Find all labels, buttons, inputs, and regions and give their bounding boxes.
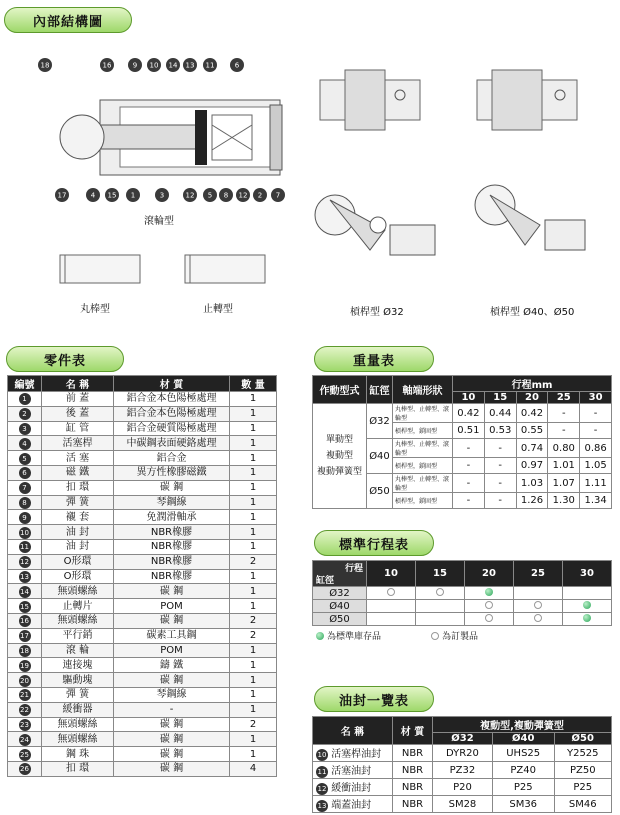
- part-number: 1: [8, 392, 42, 407]
- stroke-legend: [316, 629, 478, 642]
- seal-material: NBR: [393, 762, 433, 779]
- weight-stroke-col: 15: [484, 392, 516, 404]
- part-name: 彈 簧: [42, 687, 114, 702]
- weight-value: 0.42: [453, 404, 485, 423]
- part-name: 磁 鐵: [42, 465, 114, 480]
- weight-value: -: [453, 474, 485, 493]
- parts-row: [8, 392, 277, 407]
- weight-value: 1.30: [548, 493, 580, 509]
- seal-name: 12 緩衝油封: [313, 779, 393, 796]
- part-qty: 1: [230, 584, 277, 599]
- part-qty: 2: [230, 554, 277, 569]
- stroke-cell: [416, 600, 465, 613]
- callout-number: 10: [149, 61, 159, 70]
- stroke-cell: [465, 613, 514, 626]
- parts-row: [8, 687, 277, 702]
- seal-material: NBR: [393, 745, 433, 762]
- part-name: 無頭螺絲: [42, 732, 114, 747]
- parts-row: [8, 495, 277, 510]
- part-material: 碳 鋼: [114, 747, 230, 762]
- weight-bore: Ø50: [367, 474, 393, 509]
- part-qty: 1: [230, 421, 277, 436]
- weight-value: 0.97: [516, 458, 548, 474]
- custom-dot-icon: [485, 614, 493, 622]
- part-material: 鑄 鐵: [114, 658, 230, 673]
- part-qty: 1: [230, 525, 277, 540]
- title-weight: 重量表: [314, 346, 434, 372]
- stroke-cell: [465, 600, 514, 613]
- callout-number: 12: [185, 191, 195, 200]
- legend-custom: 為訂製品: [442, 632, 479, 642]
- stroke-row: [313, 600, 612, 613]
- part-number: 23: [8, 717, 42, 732]
- part-material: NBR橡膠: [114, 539, 230, 554]
- stroke-cell: [563, 613, 612, 626]
- seal-value: PZ40: [492, 762, 554, 779]
- part-qty: 2: [230, 628, 277, 643]
- weight-value: 0.86: [580, 439, 612, 458]
- stock-dot-icon: [583, 614, 591, 622]
- part-material: 琴鋼線: [114, 495, 230, 510]
- stop-rod-diagram: [180, 250, 270, 290]
- part-material: 碳 鋼: [114, 584, 230, 599]
- parts-row: [8, 465, 277, 480]
- weight-value: 1.01: [548, 458, 580, 474]
- part-name: 無頭螺絲: [42, 613, 114, 628]
- part-name: 後 蓋: [42, 406, 114, 421]
- part-number: 21: [8, 687, 42, 702]
- callout-number: 4: [90, 191, 96, 200]
- custom-dot-icon: [485, 601, 493, 609]
- part-name: O形環: [42, 554, 114, 569]
- stroke-cell: [367, 600, 416, 613]
- parts-row: [8, 584, 277, 599]
- part-material: POM: [114, 599, 230, 614]
- callout-number: 1: [130, 191, 136, 200]
- title-stroke: 標準行程表: [314, 530, 434, 556]
- part-name: 無頭螺絲: [42, 584, 114, 599]
- part-material: 鋁合金本色陽極處理: [114, 406, 230, 421]
- stroke-cell: [416, 613, 465, 626]
- seal-value: P20: [433, 779, 493, 796]
- stroke-cell: [416, 587, 465, 600]
- part-number: 14: [8, 584, 42, 599]
- part-number: 6: [8, 465, 42, 480]
- lever32-side-diagram: [310, 170, 440, 280]
- seal-value: Y2525: [554, 745, 611, 762]
- seal-value: PZ50: [554, 762, 611, 779]
- callout-number: 13: [185, 61, 195, 70]
- weight-table: [312, 375, 612, 509]
- weight-value: 1.26: [516, 493, 548, 509]
- stroke-row: [313, 613, 612, 626]
- stroke-bore: Ø32: [313, 587, 367, 600]
- weight-value: 0.44: [484, 404, 516, 423]
- seal-row: [313, 762, 612, 779]
- seal-material: NBR: [393, 779, 433, 796]
- weight-value: -: [548, 423, 580, 439]
- stroke-table: [312, 560, 612, 626]
- stock-dot-icon: [316, 632, 324, 640]
- stroke-cell: [367, 587, 416, 600]
- parts-row: [8, 569, 277, 584]
- part-material: NBR橡膠: [114, 554, 230, 569]
- part-name: 止轉片: [42, 599, 114, 614]
- weight-bore: Ø32: [367, 404, 393, 439]
- seal-value: P25: [554, 779, 611, 796]
- part-name: O形環: [42, 569, 114, 584]
- weight-value: -: [580, 404, 612, 423]
- weight-value: 1.07: [548, 474, 580, 493]
- part-name: 油 封: [42, 525, 114, 540]
- weight-value: -: [484, 458, 516, 474]
- weight-shaft: 槓桿型，鎖固型: [393, 458, 453, 474]
- weight-type-header: 作動型式: [313, 376, 367, 404]
- parts-row: [8, 613, 277, 628]
- part-qty: 1: [230, 643, 277, 658]
- part-material: 鋁合金本色陽極處理: [114, 392, 230, 407]
- weight-value: 1.11: [580, 474, 612, 493]
- parts-row: [8, 599, 277, 614]
- part-material: 免潤滑軸承: [114, 510, 230, 525]
- part-number: 13: [8, 569, 42, 584]
- caption-lever32: 槓桿型 Ø32: [350, 307, 404, 318]
- part-number: 25: [8, 747, 42, 762]
- parts-row: [8, 406, 277, 421]
- callout-number: 11: [205, 61, 215, 70]
- parts-row: [8, 421, 277, 436]
- part-material: -: [114, 702, 230, 717]
- seal-row: [313, 796, 612, 813]
- parts-header: 數 量: [230, 376, 277, 392]
- part-material: 琴鋼線: [114, 687, 230, 702]
- part-number: 8: [8, 495, 42, 510]
- caption-lever4050: 槓桿型 Ø40、Ø50: [490, 307, 575, 318]
- seal-name: 11 活塞油封: [313, 762, 393, 779]
- weight-value: -: [484, 474, 516, 493]
- callout-number: 9: [132, 61, 138, 70]
- seal-type-header: 複動型,複動彈簧型: [433, 717, 612, 733]
- part-name: 彈 簧: [42, 495, 114, 510]
- part-material: 碳 鋼: [114, 761, 230, 776]
- part-qty: 1: [230, 406, 277, 421]
- part-material: NBR橡膠: [114, 569, 230, 584]
- part-qty: 1: [230, 465, 277, 480]
- weight-shaft-header: 軸端形狀: [393, 376, 453, 404]
- custom-dot-icon: [436, 588, 444, 596]
- callout-number: 5: [207, 191, 213, 200]
- weight-value: 1.05: [580, 458, 612, 474]
- seal-value: UHS25: [492, 745, 554, 762]
- part-material: POM: [114, 643, 230, 658]
- part-number: 2: [8, 406, 42, 421]
- parts-header: 編號: [8, 376, 42, 392]
- weight-value: -: [484, 439, 516, 458]
- part-qty: 1: [230, 569, 277, 584]
- weight-shaft: 丸棒型、止轉型、滾輪型: [393, 404, 453, 423]
- seal-row: [313, 779, 612, 796]
- title-seal: 油封一覽表: [314, 686, 434, 712]
- seal-value: PZ32: [433, 762, 493, 779]
- seal-value: SM28: [433, 796, 493, 813]
- part-number: 3: [8, 421, 42, 436]
- part-name: 缸 管: [42, 421, 114, 436]
- seal-value: SM46: [554, 796, 611, 813]
- part-qty: 4: [230, 761, 277, 776]
- part-name: 滾 輪: [42, 643, 114, 658]
- custom-dot-icon: [431, 632, 439, 640]
- part-name: 油 封: [42, 539, 114, 554]
- weight-stroke-header: 行程mm: [453, 376, 612, 392]
- parts-row: [8, 761, 277, 776]
- part-number: 18: [8, 643, 42, 658]
- parts-header: 材 質: [114, 376, 230, 392]
- part-name: 襯 套: [42, 510, 114, 525]
- weight-shaft: 槓桿型，鎖固型: [393, 423, 453, 439]
- callout-number: 15: [107, 191, 117, 200]
- part-name: 前 蓋: [42, 392, 114, 407]
- part-name: 無頭螺絲: [42, 717, 114, 732]
- legend-stock: 為標準庫存品: [327, 632, 382, 642]
- weight-value: -: [484, 493, 516, 509]
- seal-value: SM36: [492, 796, 554, 813]
- weight-shaft: 丸棒型、止轉型、滾輪型: [393, 474, 453, 493]
- parts-row: [8, 732, 277, 747]
- part-qty: 2: [230, 717, 277, 732]
- part-name: 鋼 珠: [42, 747, 114, 762]
- part-qty: 1: [230, 702, 277, 717]
- callout-number: 16: [102, 61, 112, 70]
- stroke-col: 10: [367, 561, 416, 587]
- part-material: NBR橡膠: [114, 525, 230, 540]
- callout-number: 14: [168, 61, 178, 70]
- stroke-cell: [514, 600, 563, 613]
- part-material: 異方性橡膠磁鐵: [114, 465, 230, 480]
- weight-value: 0.80: [548, 439, 580, 458]
- weight-value: 0.53: [484, 423, 516, 439]
- weight-value: -: [548, 404, 580, 423]
- part-name: 扣 環: [42, 761, 114, 776]
- weight-bore: Ø40: [367, 439, 393, 474]
- weight-value: 0.42: [516, 404, 548, 423]
- part-qty: 1: [230, 510, 277, 525]
- part-qty: 2: [230, 613, 277, 628]
- weight-row: [313, 404, 612, 423]
- part-name: 平行銷: [42, 628, 114, 643]
- part-number: 10: [8, 525, 42, 540]
- parts-row: [8, 510, 277, 525]
- callout-number: 8: [223, 191, 229, 200]
- lever4050-top-diagram: [472, 60, 582, 140]
- part-qty: 1: [230, 451, 277, 466]
- part-number: 5: [8, 451, 42, 466]
- stroke-col: 25: [514, 561, 563, 587]
- part-qty: 1: [230, 480, 277, 495]
- part-number: 20: [8, 673, 42, 688]
- seal-name-header: 名 稱: [313, 717, 393, 745]
- part-qty: 1: [230, 673, 277, 688]
- weight-value: 0.51: [453, 423, 485, 439]
- part-material: 碳素工具鋼: [114, 628, 230, 643]
- parts-row: [8, 628, 277, 643]
- part-number: 7: [8, 480, 42, 495]
- roller-cross-section-diagram: [30, 55, 295, 215]
- lever32-top-diagram: [315, 60, 425, 140]
- stroke-cell: [367, 613, 416, 626]
- part-material: 鋁合金: [114, 451, 230, 466]
- seal-value: P25: [492, 779, 554, 796]
- part-material: 碳 鋼: [114, 732, 230, 747]
- weight-value: -: [453, 493, 485, 509]
- seal-material: NBR: [393, 796, 433, 813]
- stock-dot-icon: [583, 601, 591, 609]
- part-name: 扣 環: [42, 480, 114, 495]
- custom-dot-icon: [387, 588, 395, 596]
- seal-name: 13 端蓋油封: [313, 796, 393, 813]
- stroke-cell: [563, 600, 612, 613]
- callout-number: 17: [57, 191, 67, 200]
- weight-value: 0.55: [516, 423, 548, 439]
- part-number: 4: [8, 436, 42, 451]
- callout-number: 6: [234, 61, 240, 70]
- seal-value: DYR20: [433, 745, 493, 762]
- part-number: 26: [8, 761, 42, 776]
- seal-row: [313, 745, 612, 762]
- title-parts: 零件表: [6, 346, 124, 372]
- part-name: 連接塊: [42, 658, 114, 673]
- part-qty: 1: [230, 732, 277, 747]
- parts-row: [8, 539, 277, 554]
- part-material: 碳 鋼: [114, 613, 230, 628]
- part-qty: 1: [230, 747, 277, 762]
- stroke-bore: Ø40: [313, 600, 367, 613]
- part-name: 活 塞: [42, 451, 114, 466]
- part-number: 9: [8, 510, 42, 525]
- parts-table: [7, 375, 277, 777]
- stroke-row: [313, 587, 612, 600]
- part-name: 活塞桿: [42, 436, 114, 451]
- part-number: 24: [8, 732, 42, 747]
- parts-row: [8, 643, 277, 658]
- parts-row: [8, 702, 277, 717]
- stroke-col: 15: [416, 561, 465, 587]
- weight-shaft: 槓桿型，鎖固型: [393, 493, 453, 509]
- part-qty: 1: [230, 599, 277, 614]
- weight-stroke-col: 20: [516, 392, 548, 404]
- part-qty: 1: [230, 436, 277, 451]
- parts-row: [8, 673, 277, 688]
- caption-roller: 滾輪型: [144, 216, 174, 227]
- weight-bore-header: 缸徑: [367, 376, 393, 404]
- seal-name: 10 活塞桿油封: [313, 745, 393, 762]
- part-qty: 1: [230, 392, 277, 407]
- callout-number: 3: [159, 191, 165, 200]
- part-material: 中碳鋼表面硬鉻處理: [114, 436, 230, 451]
- stroke-cell: [514, 587, 563, 600]
- bore-header-label: 缸徑: [316, 576, 335, 586]
- caption-round: 丸棒型: [80, 304, 110, 315]
- part-name: 驅動塊: [42, 673, 114, 688]
- seal-table: [312, 716, 612, 813]
- callout-number: 2: [257, 191, 263, 200]
- part-number: 19: [8, 658, 42, 673]
- part-qty: 1: [230, 658, 277, 673]
- parts-row: [8, 658, 277, 673]
- part-number: 15: [8, 599, 42, 614]
- callout-number: 12: [238, 191, 248, 200]
- part-number: 12: [8, 554, 42, 569]
- parts-row: [8, 525, 277, 540]
- parts-row: [8, 747, 277, 762]
- callout-number: 7: [275, 191, 281, 200]
- weight-stroke-col: 10: [453, 392, 485, 404]
- part-number: 17: [8, 628, 42, 643]
- weight-value: -: [453, 439, 485, 458]
- part-qty: 1: [230, 495, 277, 510]
- weight-value: 0.74: [516, 439, 548, 458]
- stroke-corner-header: [313, 561, 367, 587]
- custom-dot-icon: [534, 601, 542, 609]
- stroke-cell: [465, 587, 514, 600]
- weight-value: 1.03: [516, 474, 548, 493]
- part-material: 碳 鋼: [114, 673, 230, 688]
- seal-bore-header: Ø32: [433, 733, 493, 745]
- parts-row: [8, 436, 277, 451]
- part-material: 碳 鋼: [114, 480, 230, 495]
- parts-row: [8, 554, 277, 569]
- weight-stroke-col: 25: [548, 392, 580, 404]
- parts-row: [8, 480, 277, 495]
- seal-bore-header: Ø40: [492, 733, 554, 745]
- weight-stroke-col: 30: [580, 392, 612, 404]
- callout-number: 18: [40, 61, 50, 70]
- stroke-bore: Ø50: [313, 613, 367, 626]
- part-name: 緩衝器: [42, 702, 114, 717]
- stock-dot-icon: [485, 588, 493, 596]
- part-qty: 1: [230, 539, 277, 554]
- custom-dot-icon: [534, 614, 542, 622]
- parts-row: [8, 451, 277, 466]
- weight-value: 1.34: [580, 493, 612, 509]
- weight-value: -: [580, 423, 612, 439]
- part-number: 11: [8, 539, 42, 554]
- part-material: 碳 鋼: [114, 717, 230, 732]
- stroke-col: 20: [465, 561, 514, 587]
- stroke-header-label: 行程: [344, 564, 363, 574]
- weight-types: 單動型 複動型 複動彈簧型: [313, 404, 367, 509]
- parts-header: 名 稱: [42, 376, 114, 392]
- stroke-cell: [514, 613, 563, 626]
- caption-stop: 止轉型: [203, 304, 233, 315]
- stroke-cell: [563, 587, 612, 600]
- part-qty: 1: [230, 687, 277, 702]
- title-structure: 內部結構圖: [4, 7, 132, 33]
- seal-bore-header: Ø50: [554, 733, 611, 745]
- part-material: 鋁合金硬質陽極處理: [114, 421, 230, 436]
- round-rod-diagram: [55, 250, 145, 290]
- stroke-col: 30: [563, 561, 612, 587]
- weight-value: -: [453, 458, 485, 474]
- part-number: 16: [8, 613, 42, 628]
- part-number: 22: [8, 702, 42, 717]
- seal-mat-header: 材 質: [393, 717, 433, 745]
- weight-shaft: 丸棒型、止轉型、滾輪型: [393, 439, 453, 458]
- parts-row: [8, 717, 277, 732]
- lever4050-side-diagram: [470, 175, 590, 265]
